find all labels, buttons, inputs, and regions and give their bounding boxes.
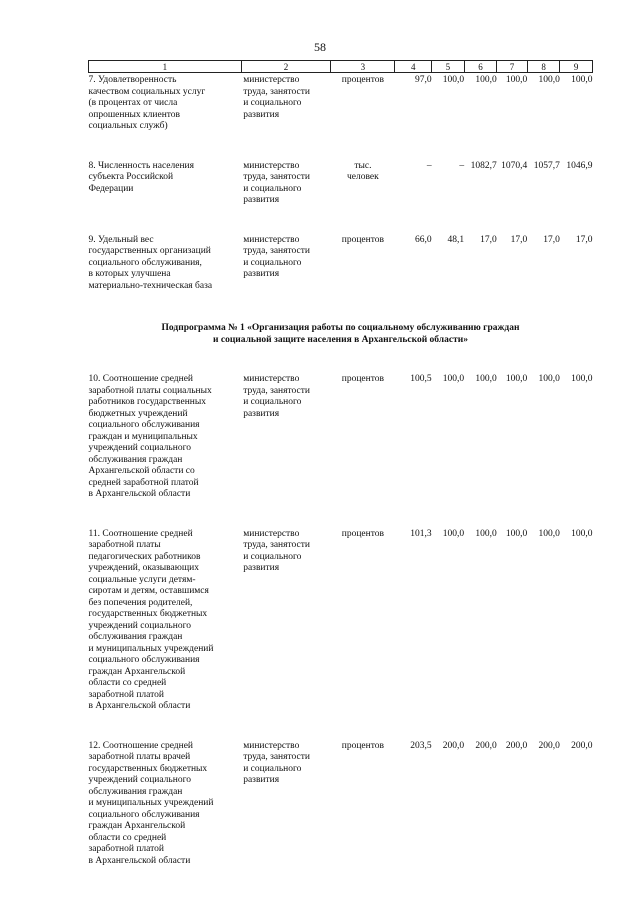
indicator-name-line: обслуживания граждан (88, 786, 183, 797)
indicator-rows-top (89, 73, 593, 319)
indicator-value: 200,0 (475, 740, 497, 751)
indicator-name-line: в Архангельской области (88, 701, 191, 711)
responsible-org-line: развития (243, 775, 280, 785)
responsible-org-line: министерство (243, 75, 300, 85)
indicator-value: 100,0 (571, 374, 593, 384)
indicator-value: 100,0 (505, 528, 528, 539)
indicator-value: 100,0 (571, 528, 593, 539)
indicator-row (89, 739, 593, 894)
unit-of-measure (331, 233, 395, 319)
indicator-name-line: субъекта Российской (88, 172, 174, 182)
unit-of-measure-line: процентов (341, 740, 384, 751)
responsible-org-line: развития (243, 408, 280, 419)
indicator-name-line: области со средней (88, 678, 167, 688)
indicator-value: 17,0 (480, 234, 497, 245)
indicators-table-wrap (88, 60, 593, 893)
indicator-name-line: 11. Соотношение средней (88, 528, 193, 539)
responsible-org (241, 527, 331, 739)
responsible-org (241, 73, 331, 159)
responsible-org-line: труда, занятости (243, 385, 310, 396)
indicator-name-line: в Архангельской области (88, 489, 191, 499)
indicator-name-line: качеством социальных услуг (88, 86, 206, 97)
indicator-name-line: без попечения родителей, (88, 597, 193, 608)
responsible-org-line: развития (243, 195, 280, 205)
indicators-table (88, 60, 593, 893)
indicator-name (89, 739, 242, 894)
indicator-value: 100,0 (505, 75, 528, 85)
indicator-row (89, 527, 593, 739)
indicator-name-line: Федерации (88, 183, 134, 194)
indicator-value: 66,0 (414, 234, 432, 245)
indicator-name-line: граждан Архангельской (88, 821, 186, 831)
indicator-value: 1070,4 (501, 160, 528, 171)
indicator-value: 1082,7 (470, 160, 497, 171)
indicator-value: 17,0 (510, 234, 528, 245)
indicator-value: 100,0 (505, 374, 528, 384)
indicator-row (89, 233, 593, 319)
subprogram-section (89, 318, 593, 372)
indicator-name-line: (в процентах от числа (88, 98, 178, 108)
unit-of-measure (331, 739, 395, 894)
indicator-name-line: обслуживания граждан (88, 454, 183, 465)
indicator-name-line: социального обслуживания (88, 420, 200, 430)
indicator-name-line: Архангельской области со (88, 466, 195, 476)
responsible-org (241, 739, 331, 894)
indicator-value: 17,0 (543, 234, 560, 245)
indicator-name-line: 10. Соотношение средней (88, 374, 194, 384)
indicator-name-line: заработной платы (88, 540, 161, 550)
indicator-name-line: заработной платой (88, 844, 164, 854)
indicator-name-line: учреждений социального (88, 443, 191, 453)
column-number: 9 (560, 61, 593, 73)
indicator-value: 48,1 (447, 234, 465, 245)
responsible-org (241, 233, 331, 319)
unit-of-measure (331, 372, 395, 527)
indicator-name-line: социального обслуживания (88, 809, 200, 820)
indicator-value: 100,0 (475, 374, 497, 384)
indicator-name-line: социального обслуживания (88, 655, 200, 665)
indicator-name-line: 7. Удовлетворенность (88, 75, 177, 85)
column-number: 8 (527, 61, 560, 73)
indicator-value: – (459, 160, 465, 171)
indicator-value: 100,0 (538, 374, 560, 384)
indicator-value: 100,0 (571, 75, 593, 85)
column-number: 4 (395, 61, 432, 73)
responsible-org-line: труда, занятости (243, 172, 310, 182)
indicator-value: 100,0 (442, 75, 465, 85)
unit-of-measure-line: процентов (341, 374, 384, 384)
indicator-name-line: граждан и муниципальных (88, 431, 198, 442)
responsible-org (241, 372, 331, 527)
indicator-value: 100,0 (475, 75, 497, 85)
responsible-org-line: и социального (243, 98, 302, 108)
indicator-name-line: 8. Численность населения (88, 160, 195, 171)
responsible-org-line: и социального (243, 257, 302, 268)
indicator-value: 100,0 (538, 528, 560, 539)
indicator-name-line: учреждений социального (88, 775, 191, 785)
responsible-org-line: и социального (243, 183, 302, 194)
responsible-org-line: развития (243, 269, 280, 279)
indicator-value: 100,0 (475, 528, 497, 539)
indicator-name-line: педагогических работников (88, 551, 201, 562)
indicator-name-line: заработной платы социальных (88, 385, 212, 396)
subprogram-heading-line: и социальной защите населения в Архангельской области» (213, 335, 468, 345)
unit-of-measure (331, 527, 395, 739)
indicator-value: 101,3 (410, 528, 432, 539)
unit-of-measure-line: процентов (341, 75, 384, 85)
column-number: 7 (497, 61, 528, 73)
indicator-name-line: в Архангельской области (88, 855, 191, 866)
column-number: 3 (331, 61, 395, 73)
indicator-name (89, 527, 242, 739)
unit-of-measure-line: процентов (341, 528, 384, 539)
column-number: 5 (432, 61, 465, 73)
indicator-name-line: бюджетных учреждений (88, 408, 188, 419)
indicator-row (89, 159, 593, 233)
unit-of-measure-line: человек (347, 172, 379, 182)
responsible-org-line: развития (243, 109, 280, 120)
indicator-value: 100,5 (410, 374, 432, 384)
responsible-org-line: и социального (243, 763, 302, 774)
indicator-value: 203,5 (410, 740, 432, 751)
indicator-name-line: работников государственных (88, 397, 206, 407)
indicator-name-line: обслуживания граждан (88, 632, 183, 642)
indicator-name-line: материально-техническая база (88, 280, 213, 291)
indicator-rows-bottom (89, 372, 593, 893)
indicator-value: 200,0 (538, 740, 560, 751)
indicator-row (89, 372, 593, 527)
indicator-value: 200,0 (442, 740, 465, 751)
responsible-org-line: министерство (243, 528, 300, 539)
subprogram-heading-line: Подпрограмма № 1 «Организация работы по социальному обслуживанию граждан (161, 323, 520, 333)
column-number-row (89, 61, 593, 73)
indicator-value: 200,0 (571, 740, 593, 751)
responsible-org-line: труда, занятости (243, 752, 310, 762)
indicator-name-line: социальные услуги детям- (88, 574, 196, 585)
unit-of-measure-line: тыс. (354, 160, 372, 171)
column-number: 6 (464, 61, 497, 73)
page-number: 58 (314, 40, 326, 54)
indicator-name-line: области со средней (88, 832, 167, 843)
indicator-name-line: заработной платы врачей (88, 752, 191, 762)
indicator-name-line: и муниципальных учреждений (88, 798, 214, 808)
indicator-name (89, 159, 242, 233)
indicator-name-line: заработной платой (88, 689, 164, 700)
column-number: 2 (241, 61, 331, 73)
responsible-org-line: труда, занятости (243, 86, 310, 97)
indicator-value: 1046,9 (566, 160, 593, 171)
indicator-value: 100,0 (442, 528, 465, 539)
indicator-name (89, 73, 242, 159)
indicator-name (89, 233, 242, 319)
indicator-row (89, 73, 593, 159)
indicator-name-line: 9. Удельный вес (88, 234, 154, 245)
indicator-name-line: в которых улучшена (88, 269, 171, 279)
responsible-org-line: министерство (243, 160, 300, 171)
indicator-value: 1057,7 (533, 160, 560, 171)
responsible-org-line: министерство (243, 234, 300, 245)
subprogram-heading-row (89, 318, 593, 372)
indicator-value: 100,0 (538, 75, 560, 85)
indicator-name-line: учреждений, оказывающих (88, 563, 200, 573)
unit-of-measure (331, 159, 395, 233)
indicator-name-line: государственных бюджетных (88, 609, 208, 619)
subprogram-heading (89, 318, 593, 372)
responsible-org-line: развития (243, 563, 280, 573)
indicator-name-line: государственных бюджетных (88, 763, 208, 774)
indicator-value: – (426, 160, 432, 171)
indicator-name (89, 372, 242, 527)
indicator-name-line: граждан Архангельской (88, 666, 186, 677)
indicator-name-line: 12. Соотношение средней (88, 740, 194, 751)
responsible-org-line: труда, занятости (243, 246, 310, 256)
indicator-name-line: социальных служб) (88, 121, 168, 131)
indicator-name-line: средней заработной платой (88, 477, 199, 488)
responsible-org (241, 159, 331, 233)
responsible-org-line: министерство (243, 740, 300, 751)
unit-of-measure (331, 73, 395, 159)
indicator-name-line: социального обслуживания, (88, 257, 202, 268)
indicator-value: 97,0 (414, 75, 432, 85)
column-number: 1 (89, 61, 242, 73)
indicator-name-line: и муниципальных учреждений (88, 643, 214, 654)
unit-of-measure-line: процентов (341, 234, 384, 245)
indicator-name-line: учреждений социального (88, 620, 191, 631)
indicator-name-line: опрошенных клиентов (88, 109, 181, 120)
indicator-name-line: государственных организаций (88, 246, 211, 256)
indicator-value: 200,0 (505, 740, 528, 751)
responsible-org-line: труда, занятости (243, 540, 310, 550)
indicator-value: 100,0 (442, 374, 465, 384)
responsible-org-line: министерство (243, 374, 300, 384)
indicator-value: 17,0 (575, 234, 593, 245)
responsible-org-line: и социального (243, 551, 302, 562)
indicator-name-line: сиротам и детям, оставшимся (88, 586, 209, 596)
responsible-org-line: и социального (243, 397, 302, 407)
